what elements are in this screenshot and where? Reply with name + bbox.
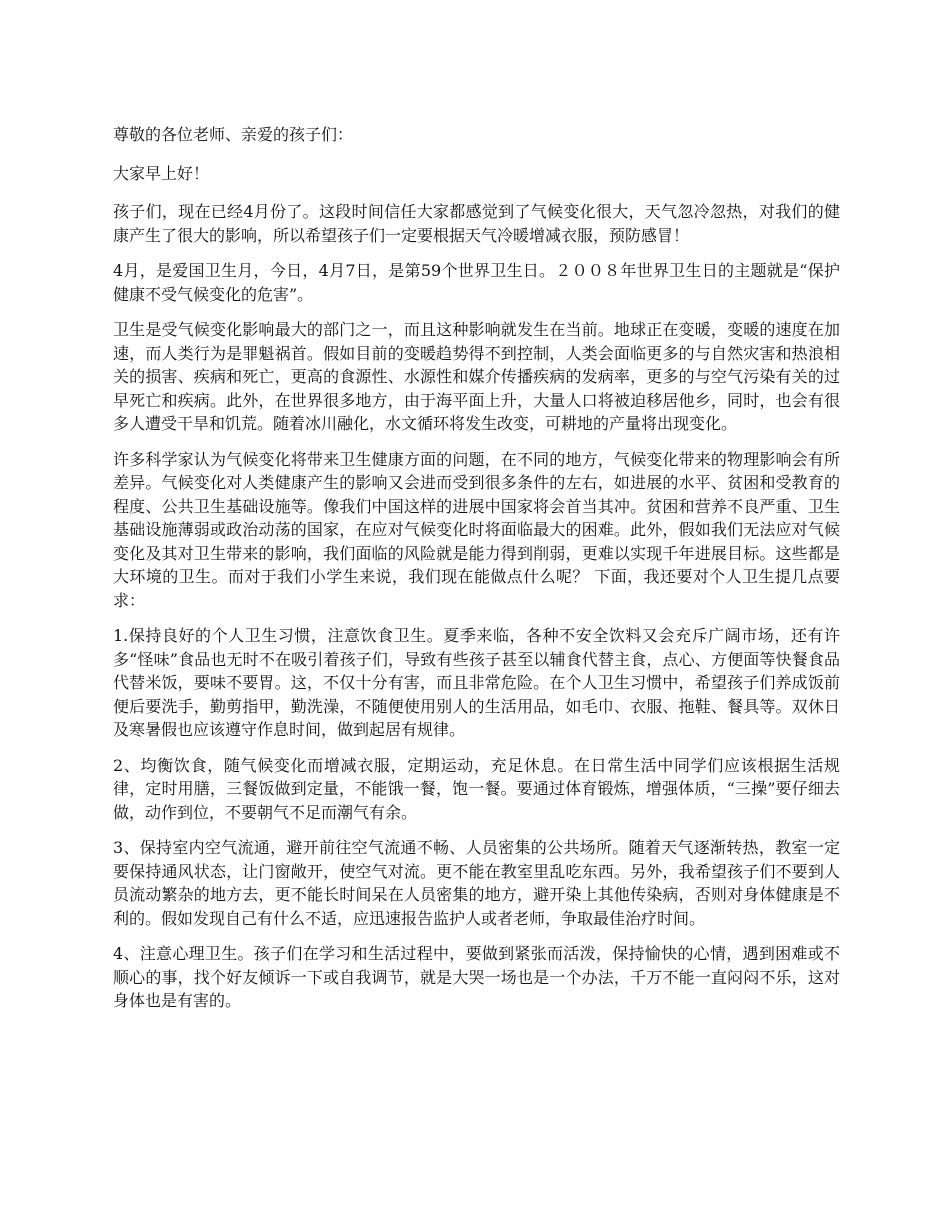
- paragraph-climate-impact: 卫生是受气候变化影响最大的部门之一，而且这种影响就发生在当前。地球正在变暖，变暖的速度在加速，而人类行为是罪魁祸首。假如目前的变暖趋势得不到控制，人类会面临更多的与自然灾害和热浪相关的损害、疾病和死亡，更高的食源性、水源性和媒介传播疾病的发病率，更多的与空气污染有关的过早死亡和疾病。此外，在世界很多地方，由于海平面上升，大量人口将被迫移居他乡，同时，也会有很多人遭受干旱和饥荒。随着冰川融化，水文循环将发生改变，可耕地的产量将出现变化。: [113, 320, 840, 433]
- paragraph-requirement-3: 3、保持室内空气流通，避开前往空气流通不畅、人员密集的公共场所。随着天气逐渐转热，教室一定要保持通风状态，让门窗敞开，使空气对流。更不能在教室里乱吃东西。另外，我希望孩子们不要到人员流动繁杂的地方去，更不能长时间呆在人员密集的地方，避开染上其他传染病，否则对身体健康是不利的。假如发现自己有什么不适，应迅速报告监护人或者老师，争取最佳治疗时间。: [113, 838, 840, 928]
- greeting: 大家早上好！: [113, 163, 210, 183]
- paragraph-scientists: 许多科学家认为气候变化将带来卫生健康方面的问题，在不同的地方，气候变化带来的物理影响会有所差异。气候变化对人类健康产生的影响又会进而受到很多条件的左右，如进展的水平、贫困和受教育的程度、公共卫生基础设施等。像我们中国这样的进展中国家将会首当其冲。贫困和营养不良严重、卫生基础设施薄弱或政治动荡的国家，在应对气候变化时将面临最大的困难。此外，假如我们无法应对气候变化及其对卫生带来的影响，我们面临的风险就是能力得到削弱，更难以实现千年进展目标。这些都是大环境的卫生。而对于我们小学生来说，我们现在能做点什么呢？ 下面，我还要对个人卫生提几点要求：: [113, 449, 840, 610]
- paragraph-requirement-1: 1.保持良好的个人卫生习惯，注意饮食卫生。夏季来临，各种不安全饮料又会充斥广阔市场，还有许多“怪味”食品也无时不在吸引着孩子们，导致有些孩子甚至以辅食代替主食，点心、方便面等快餐食品代替米饭，要味不要胃。这，不仅十分有害，而且非常危险。在个人卫生习惯中，希望孩子们养成饭前便后要洗手，勤剪指甲，勤洗澡，不随便使用别人的生活用品，如毛巾、衣服、拖鞋、餐具等。双休日及寒暑假也应该遵守作息时间，做到起居有规律。: [113, 626, 840, 739]
- paragraph-intro: 孩子们，现在已经4月份了。这段时间信任大家都感觉到了气候变化很大，天气忽冷忽热，对我们的健康产生了很大的影响，所以希望孩子们一定要根据天气冷暖增减衣服，预防感冒！: [113, 202, 840, 245]
- paragraph-health-day: 4月，是爱国卫生月，今日，4月7日，是第59个世界卫生日。２００８年世界卫生日的主题就是“保护健康不受气候变化的危害”。: [113, 261, 840, 304]
- speech-text: [113, 123, 840, 1025]
- paragraph-requirement-4: 4、注意心理卫生。孩子们在学习和生活过程中，要做到紧张而活泼，保持愉快的心情，遇到困难或不顺心的事，找个好友倾诉一下或自我调节，就是大哭一场也是一个办法，千万不能一直闷闷不乐，这对身体也是有害的。: [113, 944, 840, 1010]
- paragraph-requirement-2: 2、均衡饮食，随气候变化而增减衣服，定期运动，充足休息。在日常生活中同学们应该根据生活规律，定时用膳，三餐饭做到定量，不能饿一餐，饱一餐。要通过体育锻炼，增强体质，“三操”要仔细去做，动作到位，不要朝气不足而潮气有余。: [113, 755, 840, 822]
- salutation: 尊敬的各位老师、亲爱的孩子们：: [113, 125, 354, 144]
